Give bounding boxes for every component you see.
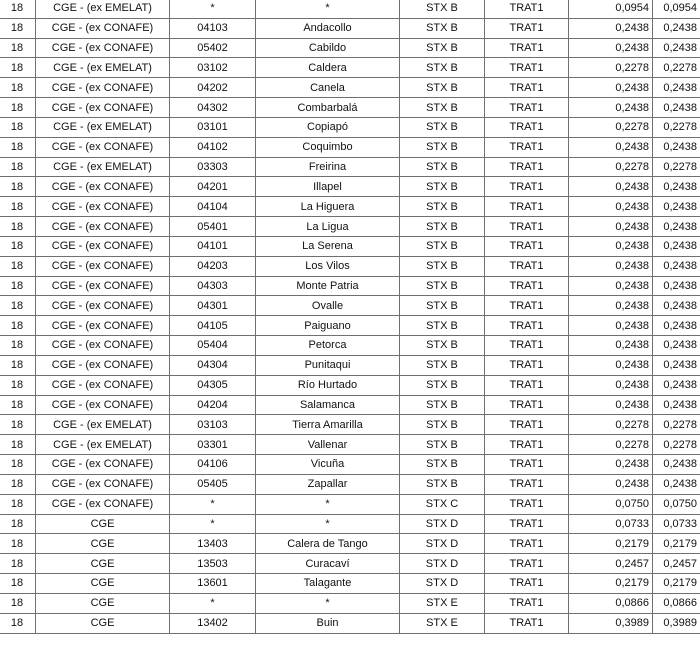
value-cell-2: 0,2438	[653, 38, 700, 58]
substation-cell: STX B	[400, 58, 485, 78]
commune-cell: Paiguano	[256, 316, 400, 336]
commune-cell: Coquimbo	[256, 137, 400, 157]
zone-cell: 18	[0, 117, 36, 137]
company-cell: CGE - (ex CONAFE)	[36, 395, 170, 415]
tariff-cell: TRAT1	[485, 18, 569, 38]
value-cell-2: 0,2278	[653, 157, 700, 177]
company-cell: CGE - (ex CONAFE)	[36, 98, 170, 118]
table-row	[0, 613, 700, 633]
commune-code-cell: 04203	[170, 256, 256, 276]
table-row	[0, 554, 700, 574]
commune-code-cell: 04303	[170, 276, 256, 296]
value-cell: 0,2179	[569, 534, 653, 554]
value-cell-2: 0,2438	[653, 296, 700, 316]
company-cell: CGE	[36, 613, 170, 633]
tariff-cell: TRAT1	[485, 78, 569, 98]
value-cell-2: 0,2438	[653, 276, 700, 296]
tariff-cell: TRAT1	[485, 494, 569, 514]
commune-cell: *	[256, 494, 400, 514]
commune-cell: Punitaqui	[256, 355, 400, 375]
zone-cell: 18	[0, 38, 36, 58]
company-cell: CGE	[36, 534, 170, 554]
substation-cell: STX D	[400, 514, 485, 534]
table-row	[0, 197, 700, 217]
tariff-cell: TRAT1	[485, 0, 569, 18]
commune-code-cell: 03103	[170, 415, 256, 435]
tariff-cell: TRAT1	[485, 177, 569, 197]
substation-cell: STX B	[400, 236, 485, 256]
value-cell: 0,2278	[569, 58, 653, 78]
substation-cell: STX D	[400, 534, 485, 554]
commune-cell: Curacaví	[256, 554, 400, 574]
substation-cell: STX B	[400, 197, 485, 217]
commune-code-cell: 13503	[170, 554, 256, 574]
commune-cell: Zapallar	[256, 474, 400, 494]
table-row	[0, 316, 700, 336]
value-cell: 0,0866	[569, 593, 653, 613]
tariff-cell: TRAT1	[485, 256, 569, 276]
value-cell: 0,2278	[569, 117, 653, 137]
substation-cell: STX E	[400, 593, 485, 613]
zone-cell: 18	[0, 336, 36, 356]
value-cell: 0,0750	[569, 494, 653, 514]
zone-cell: 18	[0, 177, 36, 197]
zone-cell: 18	[0, 455, 36, 475]
commune-cell: *	[256, 514, 400, 534]
substation-cell: STX B	[400, 474, 485, 494]
company-cell: CGE - (ex CONAFE)	[36, 296, 170, 316]
value-cell-2: 0,2438	[653, 256, 700, 276]
zone-cell: 18	[0, 18, 36, 38]
commune-code-cell: 04204	[170, 395, 256, 415]
commune-code-cell: 04105	[170, 316, 256, 336]
commune-code-cell: 04104	[170, 197, 256, 217]
company-cell: CGE - (ex EMELAT)	[36, 0, 170, 18]
value-cell: 0,2438	[569, 296, 653, 316]
zone-cell: 18	[0, 494, 36, 514]
company-cell: CGE - (ex EMELAT)	[36, 415, 170, 435]
value-cell-2: 0,0954	[653, 0, 700, 18]
substation-cell: STX B	[400, 435, 485, 455]
value-cell: 0,2438	[569, 217, 653, 237]
zone-cell: 18	[0, 355, 36, 375]
commune-cell: Monte Patria	[256, 276, 400, 296]
commune-code-cell: 04301	[170, 296, 256, 316]
substation-cell: STX E	[400, 613, 485, 633]
value-cell-2: 0,2278	[653, 117, 700, 137]
table-row	[0, 474, 700, 494]
commune-cell: Illapel	[256, 177, 400, 197]
zone-cell: 18	[0, 593, 36, 613]
zone-cell: 18	[0, 58, 36, 78]
value-cell-2: 0,2278	[653, 415, 700, 435]
value-cell-2: 0,2438	[653, 217, 700, 237]
commune-cell: Río Hurtado	[256, 375, 400, 395]
value-cell-2: 0,2438	[653, 455, 700, 475]
value-cell: 0,2438	[569, 336, 653, 356]
value-cell: 0,2278	[569, 435, 653, 455]
table-row	[0, 217, 700, 237]
value-cell: 0,2438	[569, 256, 653, 276]
tariff-cell: TRAT1	[485, 117, 569, 137]
company-cell: CGE - (ex CONAFE)	[36, 18, 170, 38]
substation-cell: STX B	[400, 38, 485, 58]
commune-code-cell: 03301	[170, 435, 256, 455]
commune-cell: Buin	[256, 613, 400, 633]
table-row	[0, 574, 700, 594]
substation-cell: STX B	[400, 395, 485, 415]
value-cell: 0,2278	[569, 157, 653, 177]
table-row	[0, 415, 700, 435]
value-cell-2: 0,0733	[653, 514, 700, 534]
company-cell: CGE - (ex CONAFE)	[36, 276, 170, 296]
zone-cell: 18	[0, 435, 36, 455]
table-row	[0, 276, 700, 296]
tariff-cell: TRAT1	[485, 296, 569, 316]
value-cell: 0,0954	[569, 0, 653, 18]
zone-cell: 18	[0, 574, 36, 594]
commune-code-cell: *	[170, 593, 256, 613]
tariff-cell: TRAT1	[485, 514, 569, 534]
zone-cell: 18	[0, 554, 36, 574]
company-cell: CGE - (ex CONAFE)	[36, 316, 170, 336]
commune-cell: La Higuera	[256, 197, 400, 217]
company-cell: CGE - (ex EMELAT)	[36, 117, 170, 137]
value-cell: 0,2438	[569, 276, 653, 296]
tariff-cell: TRAT1	[485, 574, 569, 594]
tariff-cell: TRAT1	[485, 137, 569, 157]
commune-cell: La Ligua	[256, 217, 400, 237]
value-cell: 0,2438	[569, 78, 653, 98]
tariff-cell: TRAT1	[485, 355, 569, 375]
company-cell: CGE - (ex EMELAT)	[36, 435, 170, 455]
company-cell: CGE - (ex CONAFE)	[36, 236, 170, 256]
table-row	[0, 137, 700, 157]
table-row	[0, 18, 700, 38]
commune-cell: Vicuña	[256, 455, 400, 475]
tariff-cell: TRAT1	[485, 336, 569, 356]
zone-cell: 18	[0, 534, 36, 554]
value-cell-2: 0,2438	[653, 197, 700, 217]
table-row	[0, 98, 700, 118]
commune-code-cell: 05404	[170, 336, 256, 356]
table-row	[0, 0, 700, 18]
substation-cell: STX B	[400, 375, 485, 395]
company-cell: CGE - (ex CONAFE)	[36, 38, 170, 58]
commune-code-cell: 13402	[170, 613, 256, 633]
value-cell: 0,0733	[569, 514, 653, 534]
substation-cell: STX B	[400, 117, 485, 137]
value-cell: 0,2438	[569, 18, 653, 38]
table-row	[0, 534, 700, 554]
substation-cell: STX B	[400, 256, 485, 276]
company-cell: CGE - (ex CONAFE)	[36, 474, 170, 494]
substation-cell: STX B	[400, 336, 485, 356]
tariff-cell: TRAT1	[485, 455, 569, 475]
commune-code-cell: 04106	[170, 455, 256, 475]
company-cell: CGE	[36, 593, 170, 613]
value-cell: 0,2438	[569, 455, 653, 475]
commune-cell: Cabildo	[256, 38, 400, 58]
table-row	[0, 593, 700, 613]
commune-cell: Talagante	[256, 574, 400, 594]
company-cell: CGE - (ex CONAFE)	[36, 177, 170, 197]
zone-cell: 18	[0, 217, 36, 237]
commune-cell: Salamanca	[256, 395, 400, 415]
value-cell-2: 0,2438	[653, 375, 700, 395]
commune-code-cell: 13601	[170, 574, 256, 594]
commune-code-cell: 03303	[170, 157, 256, 177]
table-row	[0, 435, 700, 455]
tariff-cell: TRAT1	[485, 38, 569, 58]
substation-cell: STX B	[400, 415, 485, 435]
substation-cell: STX B	[400, 98, 485, 118]
commune-cell: Freirina	[256, 157, 400, 177]
value-cell-2: 0,2438	[653, 98, 700, 118]
tariff-cell: TRAT1	[485, 593, 569, 613]
commune-code-cell: 03101	[170, 117, 256, 137]
table-row	[0, 514, 700, 534]
table-row	[0, 395, 700, 415]
value-cell: 0,2438	[569, 98, 653, 118]
value-cell-2: 0,2278	[653, 58, 700, 78]
zone-cell: 18	[0, 256, 36, 276]
commune-cell: Combarbalá	[256, 98, 400, 118]
commune-cell: Ovalle	[256, 296, 400, 316]
commune-code-cell: 04202	[170, 78, 256, 98]
substation-cell: STX B	[400, 177, 485, 197]
substation-cell: STX D	[400, 574, 485, 594]
table-row	[0, 336, 700, 356]
commune-code-cell: *	[170, 0, 256, 18]
table-row	[0, 157, 700, 177]
value-cell-2: 0,2438	[653, 336, 700, 356]
table-row	[0, 236, 700, 256]
value-cell-2: 0,2438	[653, 236, 700, 256]
commune-cell: Los Vilos	[256, 256, 400, 276]
value-cell-2: 0,2438	[653, 18, 700, 38]
value-cell-2: 0,2438	[653, 474, 700, 494]
substation-cell: STX B	[400, 355, 485, 375]
zone-cell: 18	[0, 78, 36, 98]
tariff-cell: TRAT1	[485, 395, 569, 415]
company-cell: CGE - (ex CONAFE)	[36, 455, 170, 475]
substation-cell: STX B	[400, 137, 485, 157]
commune-code-cell: 13403	[170, 534, 256, 554]
commune-code-cell: 04304	[170, 355, 256, 375]
tariff-cell: TRAT1	[485, 58, 569, 78]
value-cell-2: 0,2179	[653, 534, 700, 554]
value-cell: 0,3989	[569, 613, 653, 633]
value-cell-2: 0,2179	[653, 574, 700, 594]
commune-code-cell: 04103	[170, 18, 256, 38]
zone-cell: 18	[0, 474, 36, 494]
table-row	[0, 256, 700, 276]
table-row	[0, 375, 700, 395]
tariff-cell: TRAT1	[485, 217, 569, 237]
tariff-cell: TRAT1	[485, 534, 569, 554]
value-cell: 0,2438	[569, 316, 653, 336]
value-cell-2: 0,3989	[653, 613, 700, 633]
company-cell: CGE	[36, 574, 170, 594]
zone-cell: 18	[0, 316, 36, 336]
tariff-cell: TRAT1	[485, 435, 569, 455]
commune-code-cell: 05402	[170, 38, 256, 58]
zone-cell: 18	[0, 197, 36, 217]
value-cell: 0,2438	[569, 177, 653, 197]
company-cell: CGE - (ex CONAFE)	[36, 256, 170, 276]
tariff-cell: TRAT1	[485, 276, 569, 296]
value-cell: 0,2438	[569, 375, 653, 395]
value-cell-2: 0,0866	[653, 593, 700, 613]
zone-cell: 18	[0, 613, 36, 633]
company-cell: CGE - (ex CONAFE)	[36, 336, 170, 356]
commune-code-cell: 03102	[170, 58, 256, 78]
company-cell: CGE	[36, 554, 170, 574]
substation-cell: STX C	[400, 494, 485, 514]
table-row	[0, 78, 700, 98]
company-cell: CGE - (ex CONAFE)	[36, 494, 170, 514]
zone-cell: 18	[0, 375, 36, 395]
zone-cell: 18	[0, 296, 36, 316]
tariff-cell: TRAT1	[485, 474, 569, 494]
commune-cell: Canela	[256, 78, 400, 98]
commune-code-cell: 05401	[170, 217, 256, 237]
value-cell-2: 0,2457	[653, 554, 700, 574]
substation-cell: STX B	[400, 18, 485, 38]
tariff-cell: TRAT1	[485, 316, 569, 336]
commune-code-cell: 05405	[170, 474, 256, 494]
zone-cell: 18	[0, 276, 36, 296]
table-row	[0, 117, 700, 137]
commune-cell: *	[256, 0, 400, 18]
commune-code-cell: 04101	[170, 236, 256, 256]
tariff-cell: TRAT1	[485, 415, 569, 435]
commune-cell: Andacollo	[256, 18, 400, 38]
table-row	[0, 38, 700, 58]
value-cell-2: 0,2278	[653, 435, 700, 455]
substation-cell: STX B	[400, 455, 485, 475]
company-cell: CGE - (ex CONAFE)	[36, 355, 170, 375]
commune-cell: Caldera	[256, 58, 400, 78]
value-cell: 0,2438	[569, 197, 653, 217]
commune-code-cell: 04302	[170, 98, 256, 118]
company-cell: CGE - (ex EMELAT)	[36, 157, 170, 177]
value-cell: 0,2457	[569, 554, 653, 574]
value-cell-2: 0,2438	[653, 316, 700, 336]
substation-cell: STX B	[400, 78, 485, 98]
substation-cell: STX B	[400, 157, 485, 177]
commune-code-cell: 04201	[170, 177, 256, 197]
commune-cell: Tierra Amarilla	[256, 415, 400, 435]
value-cell-2: 0,2438	[653, 355, 700, 375]
table-row	[0, 58, 700, 78]
tariff-cell: TRAT1	[485, 554, 569, 574]
company-cell: CGE - (ex EMELAT)	[36, 58, 170, 78]
value-cell-2: 0,2438	[653, 395, 700, 415]
commune-code-cell: 04305	[170, 375, 256, 395]
commune-cell: La Serena	[256, 236, 400, 256]
company-cell: CGE	[36, 514, 170, 534]
substation-cell: STX D	[400, 554, 485, 574]
value-cell-2: 0,2438	[653, 177, 700, 197]
table-row	[0, 296, 700, 316]
zone-cell: 18	[0, 415, 36, 435]
value-cell: 0,2278	[569, 415, 653, 435]
tariff-cell: TRAT1	[485, 197, 569, 217]
substation-cell: STX B	[400, 217, 485, 237]
tariff-cell: TRAT1	[485, 157, 569, 177]
tariff-cell: TRAT1	[485, 236, 569, 256]
tariff-cell: TRAT1	[485, 375, 569, 395]
zone-cell: 18	[0, 0, 36, 18]
table-row	[0, 455, 700, 475]
table-row	[0, 494, 700, 514]
substation-cell: STX B	[400, 276, 485, 296]
commune-code-cell: *	[170, 494, 256, 514]
value-cell: 0,2438	[569, 474, 653, 494]
commune-cell: Copiapó	[256, 117, 400, 137]
substation-cell: STX B	[400, 316, 485, 336]
table-row	[0, 355, 700, 375]
tariff-cell: TRAT1	[485, 613, 569, 633]
substation-cell: STX B	[400, 296, 485, 316]
company-cell: CGE - (ex CONAFE)	[36, 197, 170, 217]
table-row	[0, 177, 700, 197]
value-cell: 0,2179	[569, 574, 653, 594]
zone-cell: 18	[0, 157, 36, 177]
zone-cell: 18	[0, 236, 36, 256]
substation-cell: STX B	[400, 0, 485, 18]
company-cell: CGE - (ex CONAFE)	[36, 217, 170, 237]
commune-cell: Petorca	[256, 336, 400, 356]
commune-code-cell: *	[170, 514, 256, 534]
zone-cell: 18	[0, 98, 36, 118]
company-cell: CGE - (ex CONAFE)	[36, 78, 170, 98]
commune-code-cell: 04102	[170, 137, 256, 157]
value-cell: 0,2438	[569, 137, 653, 157]
commune-cell: *	[256, 593, 400, 613]
zone-cell: 18	[0, 514, 36, 534]
commune-cell: Calera de Tango	[256, 534, 400, 554]
zone-cell: 18	[0, 137, 36, 157]
company-cell: CGE - (ex CONAFE)	[36, 375, 170, 395]
company-cell: CGE - (ex CONAFE)	[36, 137, 170, 157]
value-cell: 0,2438	[569, 395, 653, 415]
tariff-cell: TRAT1	[485, 98, 569, 118]
value-cell-2: 0,2438	[653, 137, 700, 157]
value-cell-2: 0,0750	[653, 494, 700, 514]
commune-cell: Vallenar	[256, 435, 400, 455]
zone-cell: 18	[0, 395, 36, 415]
value-cell-2: 0,2438	[653, 78, 700, 98]
value-cell: 0,2438	[569, 38, 653, 58]
value-cell: 0,2438	[569, 355, 653, 375]
value-cell: 0,2438	[569, 236, 653, 256]
